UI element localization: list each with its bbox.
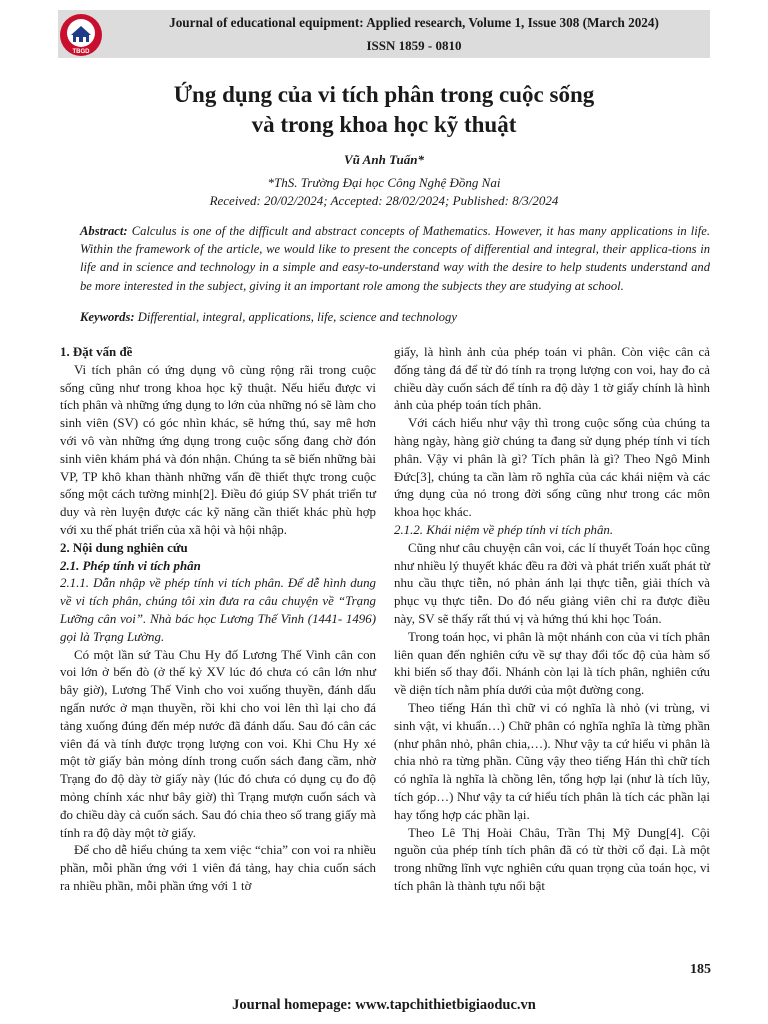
- paragraph: Để cho dễ hiểu chúng ta xem việc “chia” con voi ra nhiều phần, mỗi phần ứng với 1 viên đá tảng, hay chia cuốn sách ra nhiều phần, mỗi phần ứng với 1 tờ: [60, 843, 376, 893]
- abstract-text: Calculus is one of the difficult and abstract concepts of Mathematics. However, it has many applications in life. Within the framework of the article, we would like to present the concepts of differential and integral, their applica-tions in life and in science and technology in a simple and easy-to-understand way with the desire to help students understand and be more interested in the subject, giving it an important role among the subjects they are studying at school.: [80, 224, 710, 293]
- section-heading: 1. Đặt vấn đề: [60, 345, 133, 359]
- abstract: [80, 222, 710, 295]
- paragraph: Có một lần sứ Tàu Chu Hy đố Lương Thế Vinh cân con voi lớn ở bến đò (ở thế kỷ XV lúc đó chưa có cân lớn như bây giờ), Lương Thế Vinh cho voi xuống thuyền, đánh dấu ngấn nước ở mạn thuyền, rồi khi cho voi lên thì lại cho đá tảng xuống đúng đến mép nước đã đánh dấu. Sau đó cân các viên đá và tính được trọng lượng con voi. Khi Chu Hy xé một tờ giấy bản mỏng dính trong cuốn sách đang cầm, nhờ Trạng đo độ dày tờ giấy này (lúc đó chưa có dụng cụ đo độ mỏng chính xác như bây giờ) thì Trạng mượn cuốn sách và đo chiều dày cả cuốn sách. Sau đó chia theo số trang giấy mà tính ra độ dày một tờ giấy.: [60, 647, 376, 840]
- keywords-label: Keywords:: [80, 310, 135, 324]
- title-line-1: Ứng dụng của vi tích phân trong cuộc sống: [173, 82, 595, 107]
- paragraph: Theo Lê Thị Hoài Châu, Trần Thị Mỹ Dung[4]. Cội nguồn của phép tính tích phân đã có từ thời cổ đại. Là một trong những lĩnh vực nghiên cứu quan trọng của toán học, vi tích phân là thành tựu nổi bật: [394, 825, 710, 893]
- paragraph: Trong toán học, vi phân là một nhánh con của vi tích phân liên quan đến nghiên cứu về sự thay đổi tốc độ của hàm số khi biến số thay đổi. Nhánh còn lại là tích phân, nghiên cứu về diện tích nằm phía dưới của một đường cong.: [394, 629, 710, 698]
- journal-title-line: Journal of educational equipment: Applied research, Volume 1, Issue 308 (March 2024): [169, 15, 659, 30]
- subsubsection-heading: 2.1.1. Dẫn nhập về phép tính vi tích phân. Để dễ hình dung về vi tích phân, chúng tôi xin đưa ra câu chuyện về “Trạng Lưỡng cân voi”. Nhà bác học Lương Thế Vinh (1441- 1496) gọi là Trạng Lường.: [60, 576, 376, 644]
- paragraph: giấy, là hình ảnh của phép toán vi phân. Còn việc cân cả đống tảng đá để từ đó tính ra trọng lượng con voi, hay đo cả chiều dày cuốn sách để tính ra độ dày 1 tờ giấy chính là hình ảnh của phép toán tích phân.: [394, 345, 710, 413]
- paragraph: Vi tích phân có ứng dụng vô cùng rộng rãi trong cuộc sống cũng như trong khoa học kỹ thuật. Nếu hiểu được vi tích phân và những ứng dụng to lớn của những nó sẽ làm cho sinh viên (SV) có góc nhìn khác, sẽ hứng thú, say mê hơn với vô vàn những ứng dụng trong cuộc sống đang chờ đón sinh viên khám phá và đón nhận. Chúng ta sẽ biến những bài VP, TP khô khan thành những vấn đề thiết thực trong cuộc sống một cách tường minh[2]. Điều đó giúp SV phát triển tư duy và rèn luyện được các kỹ năng cần thiết khác phù hợp với xu thế phát triển của xã hội và hội nhập.: [60, 362, 376, 537]
- paragraph: Cũng như câu chuyện cân voi, các lí thuyết Toán học cũng như nhiều lý thuyết khác đều ra đời và phát triển xuất phát từ nhu cầu thực tiễn, nó phản ánh lại thực tiễn, giải thích và phục vụ thực tiễn. Do đó nếu giảng viên chỉ ra được điều này, SV sẽ thấy rất thú vị và hứng thú khi học Toán.: [394, 540, 710, 626]
- title-line-2: và trong khoa học kỹ thuật: [251, 112, 517, 137]
- issn: ISSN 1859 - 0810: [366, 38, 462, 53]
- journal-logo-icon: [58, 12, 104, 58]
- journal-homepage: Journal homepage: www.tapchithietbigiaoduc.vn: [232, 997, 536, 1013]
- keywords-text: Differential, integral, applications, life, science and technology: [137, 310, 457, 324]
- subsection-heading: 2.1. Phép tính vi tích phân: [60, 558, 201, 573]
- author: Vũ Anh Tuấn*: [344, 152, 424, 167]
- paragraph: Với cách hiểu như vậy thì trong cuộc sống của chúng ta hàng ngày, hàng giờ chúng ta đang sử dụng phép tính vi tích phân. Vậy vi phân là gì? Tích phân là gì? Theo Ngô Minh Đức[3], chúng ta cần làm rõ nghĩa của các khái niệm và các ứng dụng của nó trong đời sống cũng như trong các môn khoa học khác.: [394, 416, 710, 520]
- affiliation: *ThS. Trường Đại học Công Nghệ Đồng Nai: [267, 175, 501, 190]
- right-column: [394, 344, 710, 896]
- subsubsection-heading: 2.1.2. Khái niệm về phép tính vi tích phân.: [394, 522, 614, 537]
- article-title: [0, 80, 768, 140]
- abstract-label: Abstract:: [80, 224, 128, 238]
- publication-dates: Received: 20/02/2024; Accepted: 28/02/2024; Published: 8/3/2024: [209, 193, 559, 208]
- section-heading: 2. Nội dung nghiên cứu: [60, 540, 188, 555]
- page-number: 185: [690, 962, 711, 977]
- journal-header: [58, 10, 710, 58]
- svg-text:TBGD: TBGD: [72, 49, 90, 55]
- left-column: [60, 344, 376, 896]
- paragraph: Theo tiếng Hán thì chữ vi có nghĩa là nhỏ (vi trùng, vi sinh vật, vi khuẩn…) Chữ phân có nghĩa nghĩa là từng phần (như phân nhỏ, phân chia,…). Như vậy ta cứ hiểu vi phân là chia nhỏ ra từng phần. Cũng vậy theo tiếng Hán thì chữ tích có nghĩa là nghĩa là chồng lên, tổng hợp lại (như là tích lũy, tích góp…) Như vậy ta cứ hiểu tích phân là tích các phần lại hay tổng hợp các phần lại.: [394, 700, 710, 822]
- keywords: [80, 310, 710, 325]
